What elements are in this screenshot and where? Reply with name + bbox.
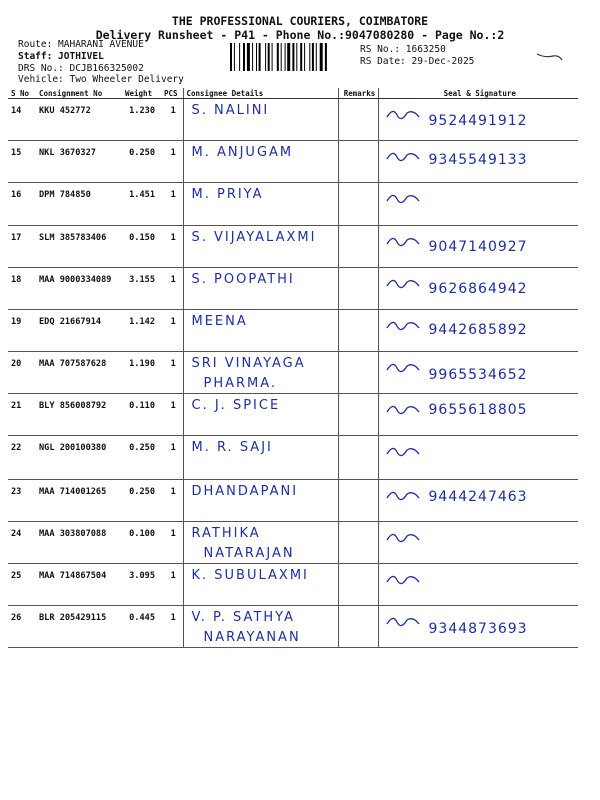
table-row	[8, 310, 578, 352]
signer-phone: 9344873693	[428, 621, 528, 637]
consignee-details	[183, 522, 338, 564]
weight: 1.142	[122, 310, 161, 352]
serial-number: 24	[8, 522, 36, 564]
rs-date: RS Date: 29-Dec-2025	[360, 56, 475, 67]
pieces: 1	[161, 480, 183, 522]
signer-phone: 9524491912	[428, 113, 528, 129]
barcode-bar	[304, 43, 305, 71]
consignment-number: BLR 205429115	[36, 606, 122, 648]
signer-phone: 9965534652	[428, 367, 528, 383]
pieces: 1	[161, 183, 183, 226]
consignee-details	[183, 141, 338, 183]
remarks	[338, 564, 378, 606]
remarks	[338, 310, 378, 352]
serial-number: 26	[8, 606, 36, 648]
remarks	[338, 606, 378, 648]
consignment-number: MAA 9000334089	[36, 268, 122, 310]
signature-scribble	[385, 528, 425, 546]
column-header: Remarks	[338, 88, 378, 99]
pieces: 1	[161, 99, 183, 141]
barcode-bar	[259, 43, 261, 71]
pieces: 1	[161, 522, 183, 564]
column-header: S No	[8, 88, 36, 99]
consignment-number: MAA 714867504	[36, 564, 122, 606]
barcode-bar	[287, 43, 290, 71]
weight: 1.451	[122, 183, 161, 226]
column-header: Consignment No	[36, 88, 122, 99]
signature-scribble	[385, 147, 425, 165]
signature-scribble	[385, 442, 425, 460]
consignee-details	[183, 480, 338, 522]
consignee-details	[183, 99, 338, 141]
serial-number: 18	[8, 268, 36, 310]
seal-signature	[378, 394, 578, 436]
consignee-name: C. J. SPICE	[191, 398, 281, 413]
consignment-number: NGL 200100380	[36, 436, 122, 480]
pieces: 1	[161, 606, 183, 648]
barcode	[230, 43, 354, 71]
pieces: 1	[161, 226, 183, 268]
consignment-number: NKL 3670327	[36, 141, 122, 183]
vehicle-label: Vehicle: Two Wheeler Delivery	[18, 74, 184, 85]
column-header: Consignee Details	[183, 88, 338, 99]
consignee-details	[183, 436, 338, 480]
weight: 0.110	[122, 394, 161, 436]
barcode-bar	[239, 43, 240, 71]
table-row	[8, 564, 578, 606]
document-subtitle: Delivery Runsheet - P41 - Phone No.:9047080280 - Page No.:2	[95, 28, 505, 42]
table-row	[8, 522, 578, 564]
signer-phone: 9345549133	[428, 152, 528, 168]
weight: 0.100	[122, 522, 161, 564]
serial-number: 15	[8, 141, 36, 183]
signature-scribble	[385, 400, 425, 418]
consignment-number: MAA 707587628	[36, 352, 122, 394]
consignee-name: MEENA	[191, 314, 248, 329]
pieces: 1	[161, 394, 183, 436]
signer-phone: 9655618805	[428, 402, 528, 418]
table-row	[8, 480, 578, 522]
staff-label: Staff: JOTHIVEL	[18, 51, 104, 62]
consignee-details	[183, 352, 338, 394]
consignee-name: RATHIKA	[191, 526, 261, 541]
weight: 3.095	[122, 564, 161, 606]
serial-number: 20	[8, 352, 36, 394]
signature-scribble	[385, 189, 425, 207]
table-row	[8, 436, 578, 480]
weight: 0.150	[122, 226, 161, 268]
barcode-bar	[281, 43, 282, 71]
consignee-details	[183, 310, 338, 352]
consignment-number: EDQ 21667914	[36, 310, 122, 352]
runsheet-table	[8, 88, 578, 648]
remarks	[338, 436, 378, 480]
seal-signature	[378, 352, 578, 394]
table-header-row	[8, 88, 578, 99]
serial-number: 22	[8, 436, 36, 480]
consignee-name-line2: NARAYANAN	[203, 630, 301, 645]
consignee-name: S. POOPATHI	[191, 272, 295, 287]
pieces: 1	[161, 268, 183, 310]
consignee-name-line2: PHARMA.	[203, 376, 278, 391]
remarks	[338, 226, 378, 268]
route-label: Route: MAHARANI AVENUE	[18, 39, 144, 50]
weight: 0.250	[122, 480, 161, 522]
barcode-bar	[312, 43, 314, 71]
signature-scribble	[385, 232, 425, 250]
consignee-name: M. PRIYA	[191, 187, 264, 202]
seal-signature	[378, 183, 578, 226]
consignee-details	[183, 564, 338, 606]
remarks	[338, 183, 378, 226]
barcode-bar	[265, 43, 266, 71]
weight: 0.250	[122, 141, 161, 183]
table-row	[8, 141, 578, 183]
serial-number: 14	[8, 99, 36, 141]
column-header: Weight	[122, 88, 161, 99]
drs-label: DRS No.: DCJB166325002	[18, 63, 144, 74]
consignee-details	[183, 268, 338, 310]
table-row	[8, 99, 578, 141]
seal-signature	[378, 606, 578, 648]
remarks	[338, 99, 378, 141]
seal-signature	[378, 480, 578, 522]
weight: 3.155	[122, 268, 161, 310]
serial-number: 21	[8, 394, 36, 436]
consignee-details	[183, 183, 338, 226]
signature-scribble	[385, 358, 425, 376]
barcode-bar	[252, 43, 253, 71]
barcode-bar	[256, 43, 257, 71]
consignee-name: K. SUBULAXMI	[191, 568, 309, 583]
barcode-bar	[296, 43, 297, 71]
barcode-bar	[234, 43, 235, 71]
serial-number: 17	[8, 226, 36, 268]
table-row	[8, 394, 578, 436]
weight: 1.230	[122, 99, 161, 141]
seal-signature	[378, 226, 578, 268]
signature-scribble	[385, 105, 425, 123]
barcode-bar	[243, 43, 245, 71]
pieces: 1	[161, 141, 183, 183]
pieces: 1	[161, 436, 183, 480]
serial-number: 23	[8, 480, 36, 522]
weight: 1.190	[122, 352, 161, 394]
column-header: Seal & Signature	[378, 88, 578, 99]
barcode-bar	[309, 43, 310, 71]
remarks	[338, 522, 378, 564]
consignment-number: BLY 856008792	[36, 394, 122, 436]
serial-number: 16	[8, 183, 36, 226]
barcode-bar	[325, 43, 327, 71]
barcode-bar	[272, 43, 273, 71]
consignee-details	[183, 606, 338, 648]
table-row	[8, 183, 578, 226]
signature-scribble	[385, 274, 425, 292]
barcode-bar	[247, 43, 250, 71]
remarks	[338, 394, 378, 436]
signer-phone: 9442685892	[428, 322, 528, 338]
consignment-number: MAA 303807088	[36, 522, 122, 564]
consignee-name: SRI VINAYAGA	[191, 356, 306, 371]
consignee-details	[183, 394, 338, 436]
remarks	[338, 141, 378, 183]
table-row	[8, 606, 578, 648]
signature-scribble	[385, 570, 425, 588]
signer-phone: 9626864942	[428, 281, 528, 297]
seal-signature	[378, 522, 578, 564]
rs-number: RS No.: 1663250	[360, 44, 446, 55]
remarks	[338, 268, 378, 310]
barcode-bar	[292, 43, 294, 71]
consignee-name: M. R. SAJI	[191, 440, 273, 455]
barcode-bar	[230, 43, 232, 71]
consignment-number: SLM 385783406	[36, 226, 122, 268]
signer-phone: 9047140927	[428, 239, 528, 255]
serial-number: 25	[8, 564, 36, 606]
seal-signature	[378, 564, 578, 606]
signature-scribble	[385, 316, 425, 334]
barcode-bar	[277, 43, 279, 71]
consignment-number: DPM 784850	[36, 183, 122, 226]
barcode-bar	[320, 43, 323, 71]
consignee-name: S. VIJAYALAXMI	[191, 230, 317, 245]
pieces: 1	[161, 310, 183, 352]
signature-scribble	[385, 486, 425, 504]
consignee-name: M. ANJUGAM	[191, 145, 294, 160]
seal-signature	[378, 310, 578, 352]
barcode-bar	[316, 43, 317, 71]
seal-signature	[378, 268, 578, 310]
barcode-bar	[285, 43, 286, 71]
table-row	[8, 226, 578, 268]
consignee-name: S. NALINI	[191, 103, 270, 118]
consignee-name: V. P. SATHYA	[191, 610, 295, 625]
table-row	[8, 268, 578, 310]
weight: 0.445	[122, 606, 161, 648]
remarks	[338, 480, 378, 522]
consignee-name-line2: NATARAJAN	[203, 546, 295, 561]
serial-number: 19	[8, 310, 36, 352]
signer-phone: 9444247463	[428, 489, 528, 505]
consignee-details	[183, 226, 338, 268]
signature-scribble	[385, 612, 425, 630]
consignment-number: MAA 714001265	[36, 480, 122, 522]
seal-signature	[378, 141, 578, 183]
barcode-bar	[268, 43, 270, 71]
weight: 0.250	[122, 436, 161, 480]
pieces: 1	[161, 352, 183, 394]
remarks	[338, 352, 378, 394]
document-title: THE PROFESSIONAL COURIERS, COIMBATORE	[171, 14, 429, 28]
seal-signature	[378, 436, 578, 480]
handwritten-mark	[535, 48, 565, 64]
column-header: PCS	[161, 88, 183, 99]
table-row	[8, 352, 578, 394]
seal-signature	[378, 99, 578, 141]
consignment-number: KKU 452772	[36, 99, 122, 141]
consignee-name: DHANDAPANI	[191, 484, 299, 499]
pieces: 1	[161, 564, 183, 606]
barcode-bar	[300, 43, 302, 71]
